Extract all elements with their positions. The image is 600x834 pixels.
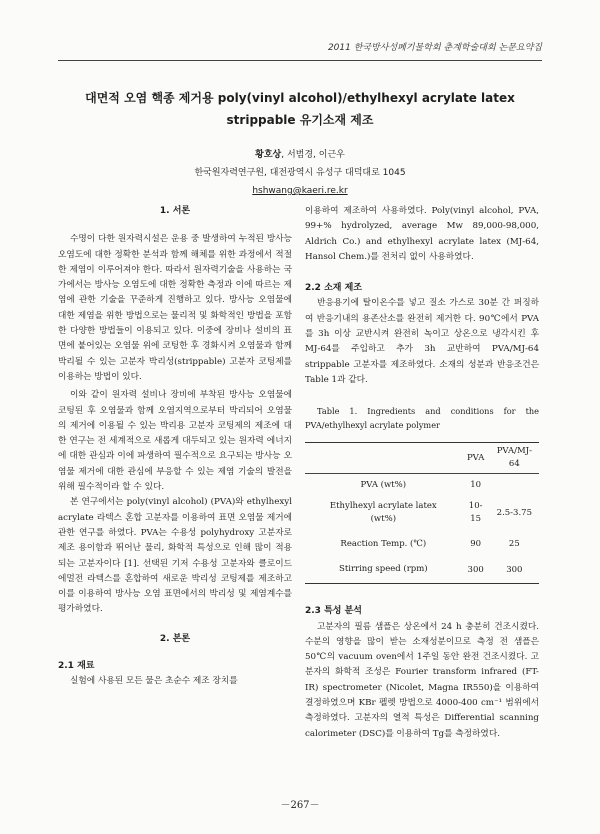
conference-header: 2011 한국방사성폐기물학회 춘계학술대회 논문요약집 (327, 43, 542, 53)
section-heading-intro: 1. 서론 (159, 206, 191, 216)
table-cell: Reaction Temp. (℃) (340, 539, 427, 550)
paper-title (60, 87, 540, 131)
affiliation: 한국원자력연구원, 대전광역시 유성구 대덕대로 1045 (194, 168, 406, 178)
header-rule (58, 60, 542, 61)
table-header-cell: PVA (466, 452, 485, 463)
subsection-heading-characterization: 2.3 특성 분석 (305, 606, 362, 617)
table-row (305, 557, 539, 584)
table-cell: Stirring speed (rpm) (339, 564, 428, 575)
table-caption: Table 1. Ingredients and conditions for the PVA/ethylhexyl acrylate polymer (305, 406, 539, 431)
page-number: －267－ (280, 800, 320, 811)
table-cell: 300 (506, 564, 523, 575)
table-header-row (305, 443, 539, 474)
table-cell: 10-15 (468, 501, 483, 525)
table-cell: 2.5-3.75 (496, 507, 532, 518)
author-names (60, 146, 540, 164)
table-cell: 10 (470, 480, 482, 491)
section-heading-body: 2. 본론 (159, 633, 191, 644)
author-block (60, 146, 540, 200)
table-cell (490, 474, 539, 495)
intro-paragraph-1: 수명이 다한 원자력시설은 운용 중 발생하여 누적된 방사능 오염도에 대한 정확한 분석과 함께 해체를 위한 과정에서 적절한 제염이 이루어져야 한다. 따라서 원자력기술을 사용하는 국가에서는 방사능 오염도에 대한 정확한 측정과 이에 따르는 제염에 관한 기술을 꾸준하게 진행하고 있다. 방사능 오염물에 대한 제염을 위한 방법으로는 물리적 및 화학적인 방법을 포함한 다양한 방법들이 이용되고 있다. 이중에 장비나 설비의 표면에 붙어있는 오염물 위에 코팅한 후 경화시켜 오염물과 함께 박리될 수 있는 고분자 박리성(strippable) 고분자 코팅제를 이용하는 방법이 있다. (58, 234, 292, 382)
corresponding-author: 황호상 (255, 150, 282, 160)
table-cell: PVA (wt%) (360, 480, 407, 491)
title-line-2: strippable 유기소재 제조 (226, 113, 374, 127)
ingredients-table (305, 442, 539, 584)
subsection-heading-preparation: 2.2 소재 제조 (305, 283, 362, 294)
materials-text-continued: 이용하여 제조하여 사용하였다. Poly(vinyl alcohol, PVA, 99+% hydrolyzed, average Mw 89,000-98,000, Aldrich Co.) and ethylhexyl acrylate latex (MJ-64, Hansol Chem.)를 전처리 없이 사용하였다. (305, 206, 539, 262)
table-row (305, 532, 539, 557)
table-header-cell (305, 443, 462, 474)
table-row (305, 494, 539, 532)
intro-paragraph-3: 본 연구에서는 poly(vinyl alcohol) (PVA)와 ethylhexyl acrylate 라텍스 혼합 고분자를 이용하여 표면 오염물 제거에 관한 연구를 하였다. PVA는 수용성 polyhydroxy 고분자로 제조 용이함과 뛰어난 물리, 화학적 특성으로 인해 많이 적용되는 고분자이다 [1]. 선택된 기저 수용성 고분자와 클로이드 에멀전 라텍스를 혼합하여 새로운 박리성 코팅제를 제조하고 이를 이용하여 방사능 오염 표면에서의 박리성 및 제염계수를 평가하였다. (58, 497, 292, 615)
materials-text-start: 실험에 사용된 모든 물은 초순수 제조 장치를 (70, 676, 238, 687)
preparation-text: 반응용기에 탈이온수를 넣고 질소 가스로 30분 간 퍼징하여 반응기내의 용존산소를 완전히 제거한 다. 90℃에서 PVA를 3h 이상 교반시켜 완전히 녹이고 상온으로 냉각시킨 후 MJ-64를 주입하고 추가 3h 교반하여 PVA/MJ-64 strippable 고분자를 제조하였다. 소재의 성분과 반응조건은 Table 1과 같다. (305, 298, 539, 385)
left-column (58, 204, 292, 690)
title-line-1: 대면적 오염 핵종 제거용 poly(vinyl alcohol)/ethylhexyl acrylate latex (85, 91, 515, 105)
table-cell: Ethylhexyl acrylate latex (wt%) (329, 501, 437, 525)
table-cell: 25 (508, 539, 520, 550)
table-row (305, 474, 539, 495)
intro-paragraph-2: 이와 같이 원자력 설비나 장비에 부착된 방사능 오염물에 코팅된 후 오염물과 함께 오염지역으로부터 박리되어 오염물의 제거에 이용될 수 있는 박리용 고분자 코팅제의 제조에 대한 연구는 전 세계적으로 새롭게 대두되고 있는 원자력 에너지에 대한 관심과 이에 파생하여 필수적으로 요구되는 방사능 오염물 제거에 대한 관심에 부응할 수 있는 제염 기술의 발전을 위해 필수적이라 할 수 있다. (58, 390, 292, 493)
subsection-heading-materials: 2.1 재료 (58, 661, 95, 672)
table-cell: 90 (470, 539, 482, 550)
table-cell: 300 (467, 564, 484, 575)
author-email[interactable]: hshwang@kaeri.re.kr (252, 186, 348, 196)
right-column (305, 204, 539, 742)
characterization-text: 고분자의 필름 샘플은 상온에서 24 h 충분히 건조시켰다. 수분의 영향을 많이 받는 소재성분이므로 측정 전 샘플은 50℃의 vacuum oven에서 1주일 동안 완전 건조시켰다. 고분자의 화학적 조성은 Fourier transform infrared (FT-IR) spectrometer (Nicolet, Magna IR550)을 이용하여 결정하였으며 KBr 펠렛 방법으로 4000-400 cm⁻¹ 범위에서 측정하였다. 고분자의 열적 특성은 Differential scanning calorimeter (DSC)를 이용하여 Tg를 측정하였다. (305, 621, 539, 739)
table-header-cell: PVA/MJ-64 (496, 446, 532, 470)
co-authors: , 서범경, 이근우 (281, 150, 345, 160)
